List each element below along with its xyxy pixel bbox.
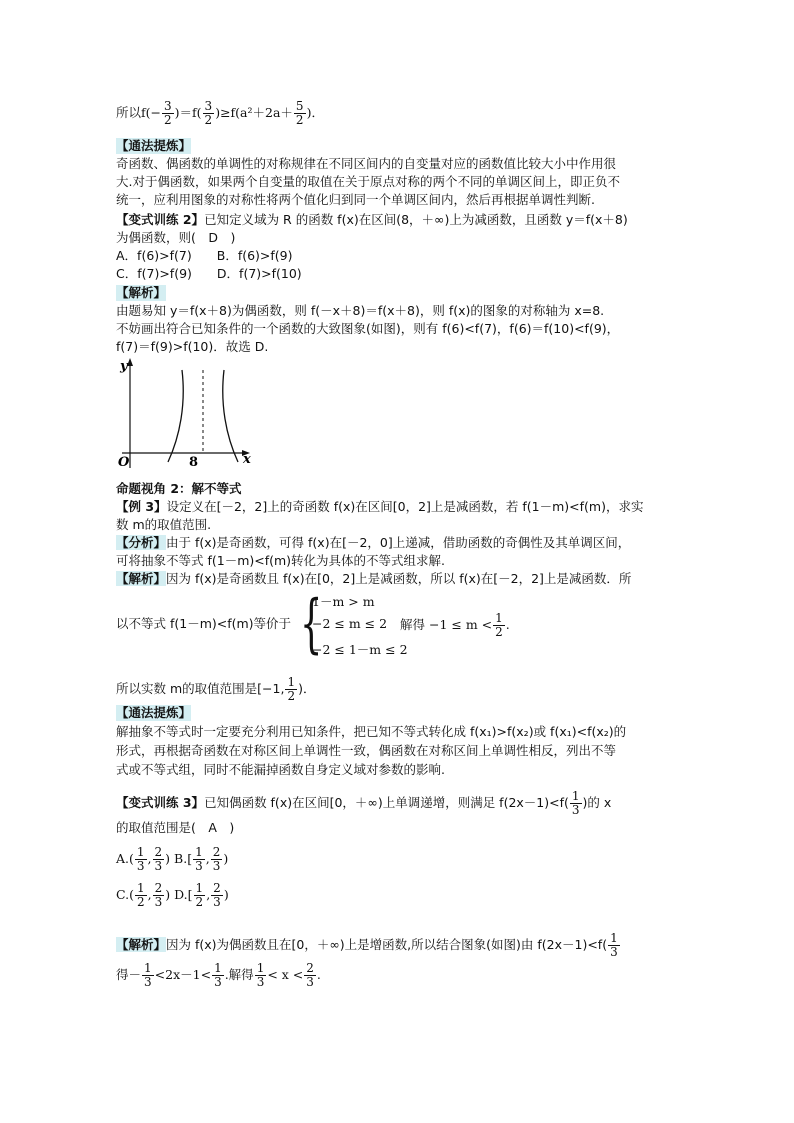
exercise-2-line-2: 为偶函数，则( D )	[116, 230, 236, 245]
solution-3-range: 所以实数 m的取值范围是[−1, $\frac{1}{2}$ )．	[116, 675, 316, 703]
solution-2-line-3: f(7)＝f(9)>f(10)．故选 D.	[116, 339, 269, 354]
option-c-d: C.( $\frac{1}{2}$ , $\frac{2}{3}$ ) D.[ $\frac{1}{2}$ , $\frac{2}{3}$ )	[116, 881, 229, 909]
curve-left	[168, 370, 183, 462]
solution-heading: 【解析】	[116, 285, 167, 300]
function-graph	[116, 356, 256, 470]
summary-line-2: 大.对于偶函数，如果两个自变量的取值在关于原点对称的两个不同的单调区间上，即正负不	[116, 174, 620, 189]
origin-label: O	[118, 455, 130, 470]
summary-line-3: 统一，应利用图象的对称性将两个值化归到同一个单调区间内，然后再根据单调性判断.	[116, 192, 595, 207]
system-row-3: −2 ≤ 1－m ≤ 2	[312, 642, 408, 657]
example-3-line-1: 【例 3】设定义在[－2，2]上的奇函数 f(x)在区间[0，2]上是减函数，若 f(1－m)<f(m)，求实	[116, 499, 644, 514]
solution-3-line-1: 【解析】因为 f(x)是奇函数且 f(x)在[0，2]上是减函数，所以 f(x)在[－2，2]上是减函数．所	[116, 571, 632, 586]
method-summary-heading: 【通法提炼】	[116, 138, 192, 153]
y-label: y	[120, 359, 128, 374]
summary-2-line-3: 式或不等式组，同时不能漏掉函数自身定义域对参数的影响.	[116, 762, 445, 777]
solution-2-line-1: 由题易知 y＝f(x＋8)为偶函数，则 f(－x＋8)＝f(x＋8)，则 f(x)的图象的对称轴为 x=8.	[116, 303, 605, 318]
y-axis-arrow-icon	[127, 358, 133, 366]
method-summary-heading-2: 【通法提炼】	[116, 705, 192, 720]
summary-line-1: 奇函数、偶函数的单调性的对称规律在不同区间内的自变量对应的函数值比较大小中作用很	[116, 156, 617, 171]
analysis-line-1: 【分析】由于 f(x)是奇函数，可得 f(x)在[－2，0]上递减，借助函数的奇偶性及其单调区间，	[116, 535, 631, 550]
curve-right	[223, 370, 238, 462]
exercise-3-line-1: 【变式训练 3】已知偶函数 f(x)在区间[0，＋∞)上单调递增，则满足 f(2x－1)<f( $\frac{1}{3}$ )的 x	[116, 789, 612, 817]
option-a-b: A.( $\frac{1}{3}$ , $\frac{2}{3}$ ) B.[ $\frac{1}{3}$ , $\frac{2}{3}$ )	[116, 845, 229, 873]
solution-4-line-1: 【解析】因为 f(x)为偶函数且在[0，＋∞)上是增函数,所以结合图象(如图)由 f(2x－1)<f( $\frac{1}{3}$	[116, 931, 618, 959]
analysis-line-2: 可将抽象不等式 f(1－m)<f(m)转化为具体的不等式组求解.	[116, 553, 446, 568]
solution-3-line-2: 以不等式 f(1－m)<f(m)等价于	[116, 616, 292, 631]
left-brace: {	[300, 587, 323, 661]
exercise-3-line-2: 的取值范围是( A )	[116, 820, 235, 835]
conclusion-line: 所以f(− $\frac{3}{2}$ )＝f( $\frac{3}{2}$ )≥f(a²＋2a＋ $\frac{5}{2}$ )．	[116, 99, 324, 127]
summary-2-line-1: 解抽象不等式时一定要充分利用已知条件，把已知不等式转化成 f(x₁)>f(x₂)或 f(x₁)<f(x₂)的	[116, 724, 627, 739]
solution-4-line-2: 得－ $\frac{1}{3}$ <2x－1< $\frac{1}{3}$ .解得 $\frac{1}{3}$ < x < $\frac{2}{3}$ .	[116, 961, 321, 989]
system-row-1: 1－m > m	[312, 594, 375, 609]
exercise-2-line-1: 【变式训练 2】已知定义域为 R 的函数 f(x)在区间(8，＋∞)上为减函数，且函数 y＝f(x＋8)	[116, 212, 628, 227]
system-row-2: −2 ≤ m ≤ 2	[312, 616, 388, 631]
exercise-2-options-cd: C．f(7)>f(9) D．f(7)>f(10)	[116, 266, 302, 281]
tick-label-8: 8	[189, 455, 199, 470]
exercise-2-options-ab: A．f(6)>f(7) B．f(6)>f(9)	[116, 248, 293, 263]
section-heading: 命题视角 2：解不等式	[116, 481, 242, 496]
solution-3-result: 解得 −1 ≤ m < $\frac{1}{2}$ .	[400, 611, 510, 639]
example-3-line-2: 数 m的取值范围.	[116, 517, 212, 532]
x-label: x	[243, 452, 251, 467]
solution-2-line-2: 不妨画出符合已知条件的一个函数的大致图象(如图)，则有 f(6)<f(7)，f(6)＝f(10)<f(9)，	[116, 321, 620, 336]
summary-2-line-2: 形式，再根据奇函数在对称区间上单调性一致，偶函数在对称区间上单调性相反，列出不等	[116, 743, 617, 758]
